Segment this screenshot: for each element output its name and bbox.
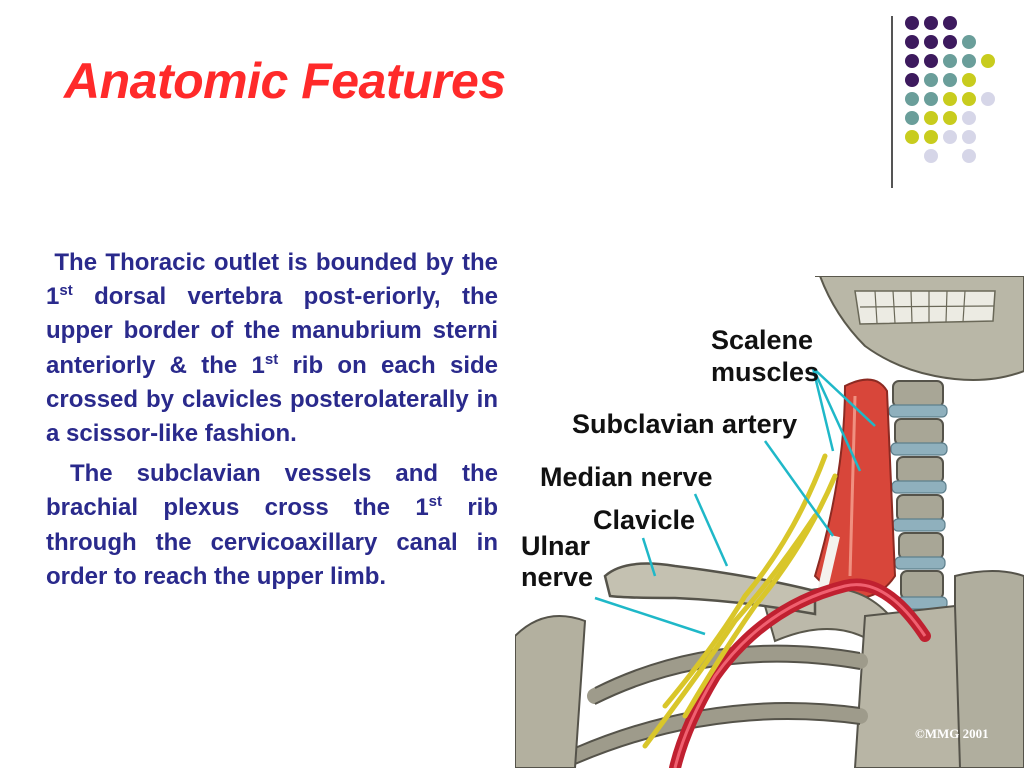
label-ulnar-line1: Ulnar bbox=[521, 531, 591, 561]
superscript-st: st bbox=[264, 350, 279, 368]
body-text bbox=[46, 246, 498, 594]
dot bbox=[943, 92, 957, 106]
dot bbox=[962, 92, 976, 106]
paragraph1-part2: dorsal vertebra post-eriorly, the upper border of the manubrium sterni anteriorly & the 1 bbox=[46, 283, 498, 379]
dot bbox=[905, 16, 919, 30]
manubrium bbox=[855, 606, 960, 768]
label-clavicle: Clavicle bbox=[593, 505, 696, 535]
dot bbox=[943, 54, 957, 68]
dot bbox=[962, 111, 976, 125]
paragraph1-part1: The Thoracic outlet is bounded by the 1 bbox=[46, 249, 499, 311]
paragraph-thoracic-outlet bbox=[46, 246, 498, 451]
dot bbox=[905, 73, 919, 87]
dot bbox=[943, 16, 957, 30]
dot bbox=[943, 73, 957, 87]
label-scalene-line1: Scalene bbox=[711, 325, 814, 355]
dot bbox=[905, 54, 919, 68]
paragraph1-part3: rib on each side crossed by clavicles posterolaterally in a scissor-like fashion. bbox=[46, 351, 498, 448]
anatomy-illustration bbox=[515, 276, 1024, 768]
figure-copyright: ©MMG 2001 bbox=[915, 726, 989, 741]
dot bbox=[924, 54, 938, 68]
label-subclavian-artery: Subclavian artery bbox=[572, 409, 798, 439]
header-divider bbox=[891, 16, 893, 188]
label-scalene-line2: muscles bbox=[711, 357, 820, 387]
slide-title: Anatomic Features bbox=[64, 53, 506, 109]
dot bbox=[924, 111, 938, 125]
dot bbox=[962, 149, 976, 163]
dot bbox=[981, 54, 995, 68]
dot bbox=[924, 73, 938, 87]
dot bbox=[905, 92, 919, 106]
dot bbox=[905, 111, 919, 125]
dot bbox=[924, 35, 938, 49]
dot bbox=[962, 130, 976, 144]
dot bbox=[962, 54, 976, 68]
label-median-nerve: Median nerve bbox=[540, 462, 713, 492]
dot bbox=[981, 92, 995, 106]
dot bbox=[924, 130, 938, 144]
dot bbox=[943, 35, 957, 49]
superscript-st: st bbox=[428, 493, 443, 511]
anatomy-drawing bbox=[515, 276, 1024, 768]
dot bbox=[905, 130, 919, 144]
paragraph2-part2: rib through the cervicoaxillary canal in order to reach the upper limb. bbox=[46, 494, 498, 590]
dot bbox=[943, 130, 957, 144]
dot bbox=[924, 92, 938, 106]
dot bbox=[924, 149, 938, 163]
paragraph2-part1: The subclavian vessels and the brachial plexus cross the 1 bbox=[46, 460, 498, 522]
paragraph-subclavian-vessels bbox=[46, 457, 498, 594]
label-ulnar-line2: nerve bbox=[521, 562, 594, 592]
dot bbox=[943, 111, 957, 125]
dot bbox=[905, 35, 919, 49]
humerus bbox=[515, 616, 585, 768]
decorative-dot-grid bbox=[905, 12, 1015, 172]
dot bbox=[962, 73, 976, 87]
superscript-st: st bbox=[59, 282, 73, 300]
dot bbox=[962, 35, 976, 49]
dot bbox=[924, 16, 938, 30]
